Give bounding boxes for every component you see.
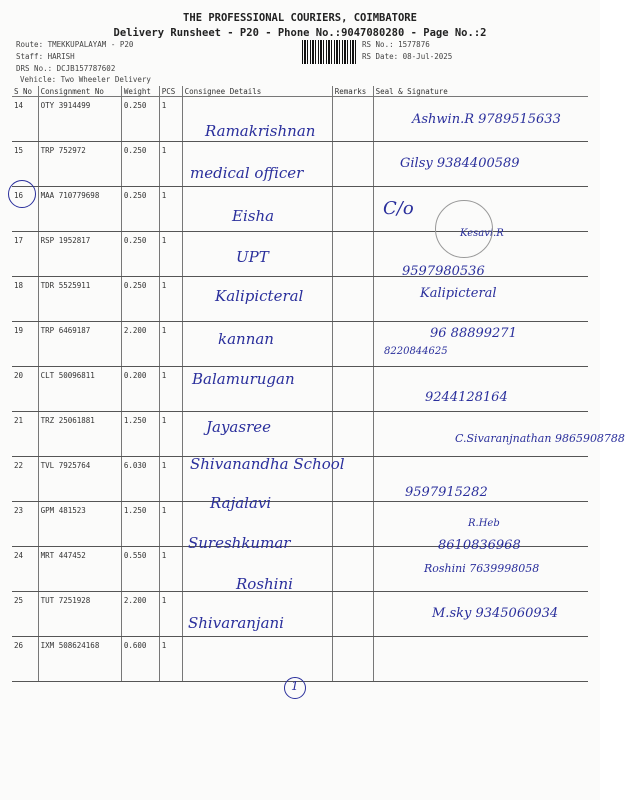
consignment-number-cell: TDR 5525911 (38, 277, 121, 322)
pieces-cell: 1 (159, 637, 182, 682)
consignment-number-cell: MAA 710779698 (38, 187, 121, 232)
weight-cell: 6.030 (121, 457, 159, 502)
remarks-cell (332, 367, 373, 412)
consignment-number-cell: CLT 50096811 (38, 367, 121, 412)
serial-number-cell: 14 (12, 97, 38, 142)
handwritten-consignee: Balamurugan (192, 370, 295, 388)
table-row (12, 637, 588, 682)
weight-cell: 0.550 (121, 547, 159, 592)
consignment-number-cell: OTY 3914499 (38, 97, 121, 142)
barcode (302, 40, 356, 64)
serial-number-cell: 25 (12, 592, 38, 637)
pieces-cell: 1 (159, 322, 182, 367)
handwritten-signature: C/o (383, 198, 414, 219)
consignment-number-cell: TVL 7925764 (38, 457, 121, 502)
remarks-cell (332, 142, 373, 187)
drs-number: DRS No.: DCJB157787602 (16, 64, 116, 73)
handwritten-consignee: Kalipicteral (215, 287, 304, 305)
weight-cell: 0.200 (121, 367, 159, 412)
col-header: Consignment No (38, 86, 121, 97)
col-header: PCS (159, 86, 182, 97)
handwritten-page-number: 1 (291, 679, 299, 693)
handwritten-signature: Ashwin.R 9789515633 (412, 112, 561, 127)
consignment-number-cell: MRT 447452 (38, 547, 121, 592)
weight-cell: 2.200 (121, 592, 159, 637)
handwritten-consignee: kannan (218, 330, 274, 348)
pieces-cell: 1 (159, 457, 182, 502)
serial-number-cell: 16 (12, 187, 38, 232)
rs-date: RS Date: 08-Jul-2025 (362, 52, 453, 61)
runsheet-subtitle: Delivery Runsheet - P20 - Phone No.:9047080280 - Page No.:2 (113, 27, 487, 39)
pieces-cell: 1 (159, 547, 182, 592)
handwritten-signature: Roshini 7639998058 (424, 562, 540, 575)
consignment-number-cell: GPM 481523 (38, 502, 121, 547)
handwritten-consignee: medical officer (190, 164, 304, 182)
weight-cell: 0.250 (121, 277, 159, 322)
pieces-cell: 1 (159, 142, 182, 187)
col-header: Remarks (332, 86, 373, 97)
route-label: Route: TMEKKUPALAYAM - P20 (16, 40, 134, 49)
weight-cell: 0.250 (121, 142, 159, 187)
weight-cell: 1.250 (121, 412, 159, 457)
company-title: THE PROFESSIONAL COURIERS, COIMBATORE (183, 12, 417, 24)
remarks-cell (332, 547, 373, 592)
serial-number-cell: 20 (12, 367, 38, 412)
handwritten-consignee: Shivanandha School (190, 455, 345, 473)
handwritten-signature: 96 88899271 (430, 326, 517, 341)
consignment-number-cell: TRZ 25061881 (38, 412, 121, 457)
remarks-cell (332, 637, 373, 682)
handwritten-signature: R.Heb (468, 518, 500, 529)
remarks-cell (332, 187, 373, 232)
pieces-cell: 1 (159, 412, 182, 457)
handwritten-consignee: Roshini (236, 575, 293, 593)
remarks-cell (332, 277, 373, 322)
consignee-details-cell (182, 637, 332, 682)
serial-number-cell: 23 (12, 502, 38, 547)
serial-number-cell: 18 (12, 277, 38, 322)
serial-number-cell: 19 (12, 322, 38, 367)
serial-number-cell: 24 (12, 547, 38, 592)
handwritten-consignee: UPT (236, 248, 269, 266)
remarks-cell (332, 322, 373, 367)
pieces-cell: 1 (159, 97, 182, 142)
weight-cell: 0.250 (121, 97, 159, 142)
pieces-cell: 1 (159, 232, 182, 277)
serial-number-cell: 26 (12, 637, 38, 682)
consignment-number-cell: TRP 6469187 (38, 322, 121, 367)
handwritten-consignee: Sureshkumar (188, 534, 291, 552)
weight-cell: 0.600 (121, 637, 159, 682)
handwritten-consignee: Ramakrishnan (205, 122, 316, 140)
serial-number-cell: 15 (12, 142, 38, 187)
handwritten-signature: 8220844625 (384, 346, 448, 357)
weight-cell: 2.200 (121, 322, 159, 367)
serial-number-cell: 22 (12, 457, 38, 502)
rs-number: RS No.: 1577876 (362, 40, 430, 49)
pieces-cell: 1 (159, 502, 182, 547)
handwritten-consignee: Shivaranjani (188, 614, 284, 632)
handwritten-consignee: Eisha (232, 207, 275, 225)
handwritten-signature: 9244128164 (425, 390, 508, 405)
handwritten-signature: Gilsy 9384400589 (400, 156, 520, 171)
col-header: Seal & Signature (373, 86, 588, 97)
weight-cell: 0.250 (121, 187, 159, 232)
pieces-cell: 1 (159, 277, 182, 322)
pieces-cell: 1 (159, 187, 182, 232)
table-header-row (12, 86, 588, 97)
delivery-stamp (435, 200, 493, 258)
pieces-cell: 1 (159, 367, 182, 412)
pieces-cell: 1 (159, 592, 182, 637)
remarks-cell (332, 592, 373, 637)
remarks-cell (332, 232, 373, 277)
handwritten-signature: 8610836968 (438, 538, 521, 553)
handwritten-signature: M.sky 9345060934 (432, 606, 559, 621)
consignment-number-cell: RSP 1952817 (38, 232, 121, 277)
handwritten-signature: 9597980536 (402, 264, 485, 279)
col-header: Weight (121, 86, 159, 97)
remarks-cell (332, 502, 373, 547)
remarks-cell (332, 97, 373, 142)
serial-number-cell: 17 (12, 232, 38, 277)
col-header: S No (12, 86, 38, 97)
consignment-number-cell: IXM 508624168 (38, 637, 121, 682)
consignment-number-cell: TRP 752972 (38, 142, 121, 187)
handwritten-consignee: Rajalavi (210, 494, 272, 512)
weight-cell: 1.250 (121, 502, 159, 547)
seal-signature-cell (373, 637, 588, 682)
vehicle-label: Vehicle: Two Wheeler Delivery (20, 75, 151, 84)
col-header: Consignee Details (182, 86, 332, 97)
consignment-number-cell: TUT 7251928 (38, 592, 121, 637)
handwritten-signature: Kesavi.R (460, 228, 504, 239)
handwritten-signature: 9597915282 (405, 485, 488, 500)
handwritten-signature: Kalipicteral (420, 286, 497, 301)
table-row (12, 187, 588, 232)
row-mark-circle (8, 180, 36, 208)
staff-label: Staff: HARISH (16, 52, 75, 61)
serial-number-cell: 21 (12, 412, 38, 457)
remarks-cell (332, 412, 373, 457)
handwritten-consignee: Jayasree (206, 418, 271, 436)
weight-cell: 0.250 (121, 232, 159, 277)
handwritten-signature: C.Sivaranjnathan 9865908788 (455, 432, 625, 445)
